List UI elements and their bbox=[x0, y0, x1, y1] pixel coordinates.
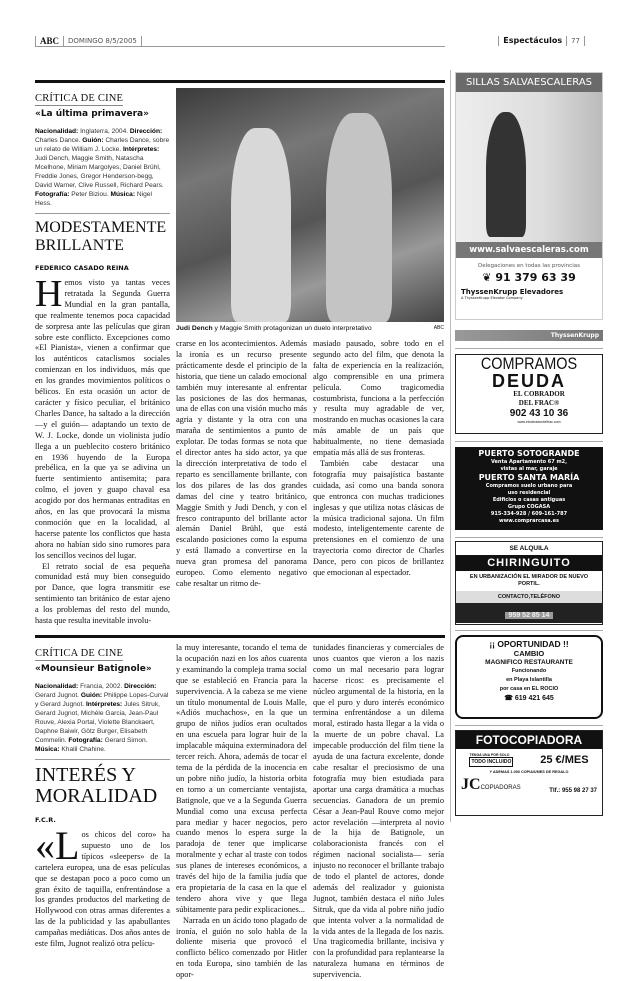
paragraph: emos visto ya tantas veces retratada la Segunda Guerra Mundial en la gran pantalla, que realmente tenemos poca capacidad de sorpresa ante las películas que giran sobre este conflicto. Excepciones como «El Pianista», vienen a confirmar que los auténticos cataclismos sociales comienzan en los individuos, más que en los grandes movimientos políticos o bélicos. En esta ocasión un actor de carácter y físico peculiar, el británico Charles Dance, ha saltado a la dirección —y el guión— adaptando un texto de W. J. Locke, donde un violinista judío llega a un pueblecito costero británico en 1936 huyendo de la Europa prebélica, en la que ya se adivina un fuerte sentimiento antisemita; para colmo, el joven y guapo chaval esa acogido por dos hermanas entraditas en años, en las que provocará la misma conmoción que en la localidad, al hacerse patente los conflictos que hasta ahora no habían sido sino rumores para los sencillos vecinos del lugar. bbox=[35, 278, 170, 560]
paragraph: tunidades financieras y comerciales de unos cuantos que vieron a los nazis como un mal necesario para lograr hacerse ricos: es precisamente el núcleo argumental de la historia, en la que el puro y duro interés económico termina enfrentándose a un dilema moral, estirado hasta llegar a la vida o la muerte de un pobre chaval. La impecable producción del film tiene la ayuda de una factura excelente, donde cabe resaltar el preciosismo de una fotografía muy bien estudiada para aportar una carga dramática a muchas secuencias. Ganadora de un premio César a Jean-Paul Rouve como mejor actor revelación —interpreta al novio de la hija de Batignole, un colaboracionista francés con el régimen nacional socialista— sería injusto no reconocer el brillante trabajo de todo el plantel de actores, donde además del realizador y guionista Jugnot, también destaca el niño Jules Sitruk, que da vida al pobre niño judío que intenta volver a la normalidad de la vida antes de la llegada de los nazis. Una tragicomedia brillante, incisiva y con la profundidad para replantearse la naturaleza humana en términos de supervivencia. bbox=[313, 643, 444, 980]
ad-text: CAMBIO bbox=[513, 649, 545, 658]
ad-subtext: A ThyssenKrupp Elevator Company bbox=[461, 296, 523, 300]
credit-label: Fotografía: bbox=[35, 191, 70, 198]
jc-logo: JC bbox=[461, 776, 481, 793]
paragraph: crarse en los acontecimientos. Además la ironía es un recurso presente prácticamente desde el principio de la historia, que tiene un calado emocional también muy interesante al enfrentar las posiciones de las dos hermanas, una de ellas con una visión mucho más agria y distante y la otra con una maraña de sentimientos a punto de explotar. De todas formas se nota que el director antes ha sido actor, ya que la dirección interpretativa de todo el reparto es sencillamente brillante, con los dos pilares de las dos grandes damas del cine y teatro británico, Maggie Smith y Judi Dench, y con el fresco contrapunto del brillante actor alemán Daniel Brühl, que está escalando posiciones como la espuma y está llamado a convertirse en la nueva gran promesa del panorama europeo. Como elemento negativo cabe resaltar un ritmo de- bbox=[176, 339, 307, 588]
credit-label: Nacionalidad: bbox=[35, 128, 79, 135]
credit-label: Guión: bbox=[80, 692, 103, 699]
paragraph: la muy interesante, tocando el tema de la ocupación nazi en los años cuarenta y examinando la compleja trama social que se estableció en Francia para la supervivencia. A la cabeza se me viene un título monumental de Louis Malle, «Adiós muchachos», en la que un grupo de niños judíos eran ocultados en una escuela para lograr huir de la implacable máquina exterminadora del tercer reich. Ahora, además de tocar el tema de la pérdida de la inocencia en un pobre niño judío, la historia orbita en torno a un comerciante ventajista, Batignole, que ve a la Segunda Guerra Mundial como una excusa perfecta para mediar y hacer negocios, pero cuando menos lo espera surge la paradoja de tener que implicarse moralmente y echar al traste con todos sus planes de intereses económicos, a través del hijo de la familia judía que era propietaria de la casa en la que el tendero ahora vive y que llega súbitamente para pedir explicaciones... bbox=[176, 643, 307, 914]
credit-value: Philippe Lopes-Curval y Gerard Jugnot. bbox=[35, 692, 169, 708]
header-rule bbox=[35, 46, 445, 47]
ad-title: SILLAS SALVAESCALERAS bbox=[456, 73, 602, 92]
header-right bbox=[498, 36, 585, 46]
ad-text: vistas al mar, garaje bbox=[500, 466, 558, 472]
credit-label: Nacionalidad: bbox=[35, 683, 79, 690]
byline: FEDERICO CASADO REINA bbox=[35, 264, 129, 272]
ad-phone: 91 379 63 39 bbox=[495, 271, 576, 284]
credit-label: Música: bbox=[110, 191, 136, 198]
credit-label: Dirección: bbox=[124, 683, 157, 690]
ad-text: Y ADEMAS 1.000 COPIAS/MES DE REGALO bbox=[489, 770, 569, 774]
ad-text: Edificios o casas antiguas bbox=[492, 497, 566, 503]
film-title: «Mounsieur Batignole» bbox=[35, 664, 152, 674]
thyssen-bar: ThyssenKrupp bbox=[455, 330, 603, 341]
ad-title: CHIRINGUITO bbox=[456, 555, 602, 571]
review1-col2 bbox=[176, 339, 307, 590]
ad-text: DEL FRAC® bbox=[518, 399, 560, 407]
paragraph: masiado pausado, sobre todo en el segundo acto del film, que denota la falta de experiencia en la realización, algo comprensible en una primera película. Como tragicomedia costumbrista, funciona a la perfección y resulta muy agradable de ver, mostrando en muchas ocasiones la cara más amable de un país que habitualmente, no tiene demasiada empatía más allá de sus fronteras. bbox=[313, 339, 444, 458]
date: DOMINGO 8/5/2005 bbox=[64, 36, 142, 46]
credit-value: Khalil Chahine. bbox=[59, 746, 106, 753]
ad-brand: COPIADORAS bbox=[480, 785, 521, 791]
paragraph: También cabe destacar una fotografía muy paisajística bastante cuidada, así como una banda sonora que entronca con muchas tradiciones inglesas y que utiliza notas clásicas de la música tradicional sajona. Un film modesto, inteligentemente carente de pretensiones en el comienzo de una trayectoria como director de Charles Dance, pero con picos de brillantez que emocionan al espectador. bbox=[313, 458, 444, 578]
paragraph: El retrato social de esa pequeña comunidad está muy bien conseguido por Dance, que logra transmitir ese sentimiento tan británico de estar ajeno a los problemas del resto del mundo, hasta que resulta inevitable involu- bbox=[35, 561, 170, 626]
ad-phone: Tlf.: 955 98 27 37 bbox=[549, 788, 597, 794]
abc-logo: ABC bbox=[35, 36, 64, 46]
film-title: «La última primavera» bbox=[35, 109, 149, 119]
caption-text: y Maggie Smith protagonizan un duelo interpretativo bbox=[212, 325, 372, 332]
ad-text: TENGA UNA POR SOLO bbox=[469, 753, 510, 757]
ad-text: CONTACTO,TELÉFONO bbox=[456, 591, 602, 603]
ad-text: Delegaciones en todas las provincias bbox=[478, 263, 580, 269]
ad-text: uso residencial bbox=[507, 490, 551, 496]
credit-label: Intérpretes: bbox=[122, 146, 160, 153]
ad-phone: 915-334-928 / 609-161-787 bbox=[490, 511, 568, 517]
paragraph: Narrada en un ácido tono plagado de ironía, el guión no solo habla de la doliente miseria que provocó el conflicto bélico comenzado por Hitler en toda Europa, sino también de las opor- bbox=[176, 915, 307, 980]
ad-phone: 959 52 85 14 bbox=[505, 612, 554, 619]
ad-text: TODO INCLUIDO bbox=[471, 759, 512, 765]
review1 bbox=[35, 88, 445, 627]
film-photo bbox=[176, 88, 444, 322]
review2-body-col1 bbox=[35, 823, 170, 950]
page-number: 77 bbox=[567, 36, 585, 46]
header-left bbox=[35, 36, 142, 46]
ad-title: PUERTO SANTA MARÍA bbox=[478, 473, 580, 482]
credit-value: Charles Dance. bbox=[35, 137, 83, 144]
ad-text: MAGNIFICO RESTAURANTE bbox=[485, 659, 573, 666]
ad-oportunidad[interactable] bbox=[455, 635, 603, 719]
ad-text: Grupo COGASA bbox=[507, 504, 551, 510]
ad-text: Venta Apartamento 67 m2, bbox=[490, 459, 568, 465]
ad-title: PUERTO SOTOGRANDE bbox=[478, 449, 580, 458]
credit-value: Gerard Simon. bbox=[102, 737, 148, 744]
ad-text: por casa en EL ROCIO bbox=[499, 686, 559, 692]
review1-body-col1 bbox=[35, 273, 170, 627]
ad-text: EN URBANIZACIÓN EL MIRADOR DE NUEVO PORTIL. bbox=[469, 574, 589, 587]
figure-right bbox=[326, 113, 392, 322]
credit-value: Francia, 2002. bbox=[78, 683, 125, 690]
headline: INTERÉS Y MORALIDAD bbox=[35, 764, 158, 807]
byline: F.C.R. bbox=[35, 816, 56, 824]
ad-url: www.comprarcasa.es bbox=[499, 518, 559, 524]
ad-title: DEUDA bbox=[491, 371, 566, 391]
photo-credit: ABC bbox=[433, 325, 444, 331]
articles bbox=[35, 80, 445, 981]
ad-photo bbox=[456, 92, 602, 242]
ad-brand: ThyssenKrupp Elevadores bbox=[461, 288, 564, 296]
leaf-icon: ❦ bbox=[482, 271, 492, 284]
review2-col3 bbox=[313, 643, 444, 981]
ad-title: ¡¡ OPORTUNIDAD !! bbox=[489, 639, 569, 649]
review2-col2 bbox=[176, 643, 307, 981]
credit-value: Peter Biziou. bbox=[69, 191, 111, 198]
ad-puerto[interactable] bbox=[455, 447, 603, 530]
ad-title: FOTOCOPIADORA bbox=[456, 731, 602, 749]
ad-text: Compramos suelo urbano para bbox=[485, 483, 573, 489]
credit-label: Música: bbox=[35, 746, 60, 753]
kicker: CRÍTICA DE CINE bbox=[35, 93, 124, 104]
credit-label: Intérpretes: bbox=[85, 701, 123, 708]
review2 bbox=[35, 643, 445, 981]
ad-text: SE ALQUILA bbox=[509, 545, 549, 552]
review1-right bbox=[176, 88, 444, 590]
credit-value: Charles Dance, sobre un relato de William J. Locke. bbox=[35, 137, 170, 153]
credit-label: Guión: bbox=[82, 137, 104, 144]
credit-value: Nigel Hess. bbox=[35, 191, 152, 207]
section-name: Espectáculos bbox=[498, 36, 567, 46]
review1-col3 bbox=[313, 339, 444, 579]
figure-left bbox=[231, 128, 291, 322]
credit-value: Gerard Jugnot. bbox=[35, 692, 81, 699]
credit-label: Dirección: bbox=[129, 128, 163, 135]
ad-salvaescaleras[interactable] bbox=[455, 72, 603, 320]
ad-text: EL COBRADOR bbox=[513, 390, 565, 398]
section-rule bbox=[35, 635, 445, 638]
credit-value: Judi Dench, Maggie Smith, Natascha Mcelhone, Miriam Margolyes, Daniel Brühl, Freddie Jones, Gregor Henderson-begg, David Warner, Clive Russell, Richard Pears. bbox=[35, 155, 164, 189]
credit-value: Jules Sitruk, Gerard Jugnot, Michèle Garcia, Jean-Paul Rouve, Alexia Portal, Violette Blanckaert, Daphne Baiwir, Götz Burger, Elisabeth Commelin. bbox=[35, 701, 160, 744]
ad-url: www.salvaescaleras.com bbox=[456, 242, 602, 258]
ad-fotocopiadora[interactable] bbox=[455, 730, 603, 816]
caption-bold: Judi Dench bbox=[176, 325, 213, 332]
headline: MODESTAMENTE BRILLANTE bbox=[35, 219, 167, 254]
credits bbox=[35, 127, 170, 208]
paragraph: os chicos del coro» ha supuesto uno de los típicos «sleepers» de la cartelera europea, una de esas películas que se destapan poco a poco como un gran éxito de taquilla, enfrentándose a los grandes productos del marketing de Hollywood con otras armas diferentes a las de la publicidad y las apabullantes campañas mediáticas. Dos años antes de este film, Jugnot realizó otra pelícu- bbox=[35, 830, 170, 949]
photo-caption bbox=[176, 324, 444, 333]
ad-compramos-deuda[interactable] bbox=[455, 354, 603, 434]
kicker: CRÍTICA DE CINE bbox=[35, 648, 124, 659]
ad-title: COMPRAMOS bbox=[480, 354, 578, 373]
drop-cap: «L bbox=[35, 823, 80, 868]
ad-price: 25 €/MES bbox=[540, 754, 589, 766]
ad-phone: 619 421 645 bbox=[514, 695, 554, 702]
review2-col1 bbox=[35, 643, 170, 950]
section-rule bbox=[35, 80, 445, 83]
review1-col1 bbox=[35, 88, 170, 627]
ad-chiringuito[interactable] bbox=[455, 541, 603, 625]
drop-cap: H bbox=[35, 273, 63, 315]
ad-text: Funcionando bbox=[511, 668, 547, 674]
ad-text: en Playa Islantilla bbox=[506, 677, 552, 683]
credits bbox=[35, 682, 170, 754]
column-divider bbox=[450, 70, 451, 822]
credit-value: Inglaterra, 2004. bbox=[78, 128, 130, 135]
phone-icon: ☎ bbox=[504, 695, 513, 702]
ad-url: www.elcobradordelfrac.com bbox=[517, 420, 561, 424]
credit-label: Fotografía: bbox=[68, 737, 103, 744]
ad-phone: 902 43 10 36 bbox=[509, 408, 569, 419]
